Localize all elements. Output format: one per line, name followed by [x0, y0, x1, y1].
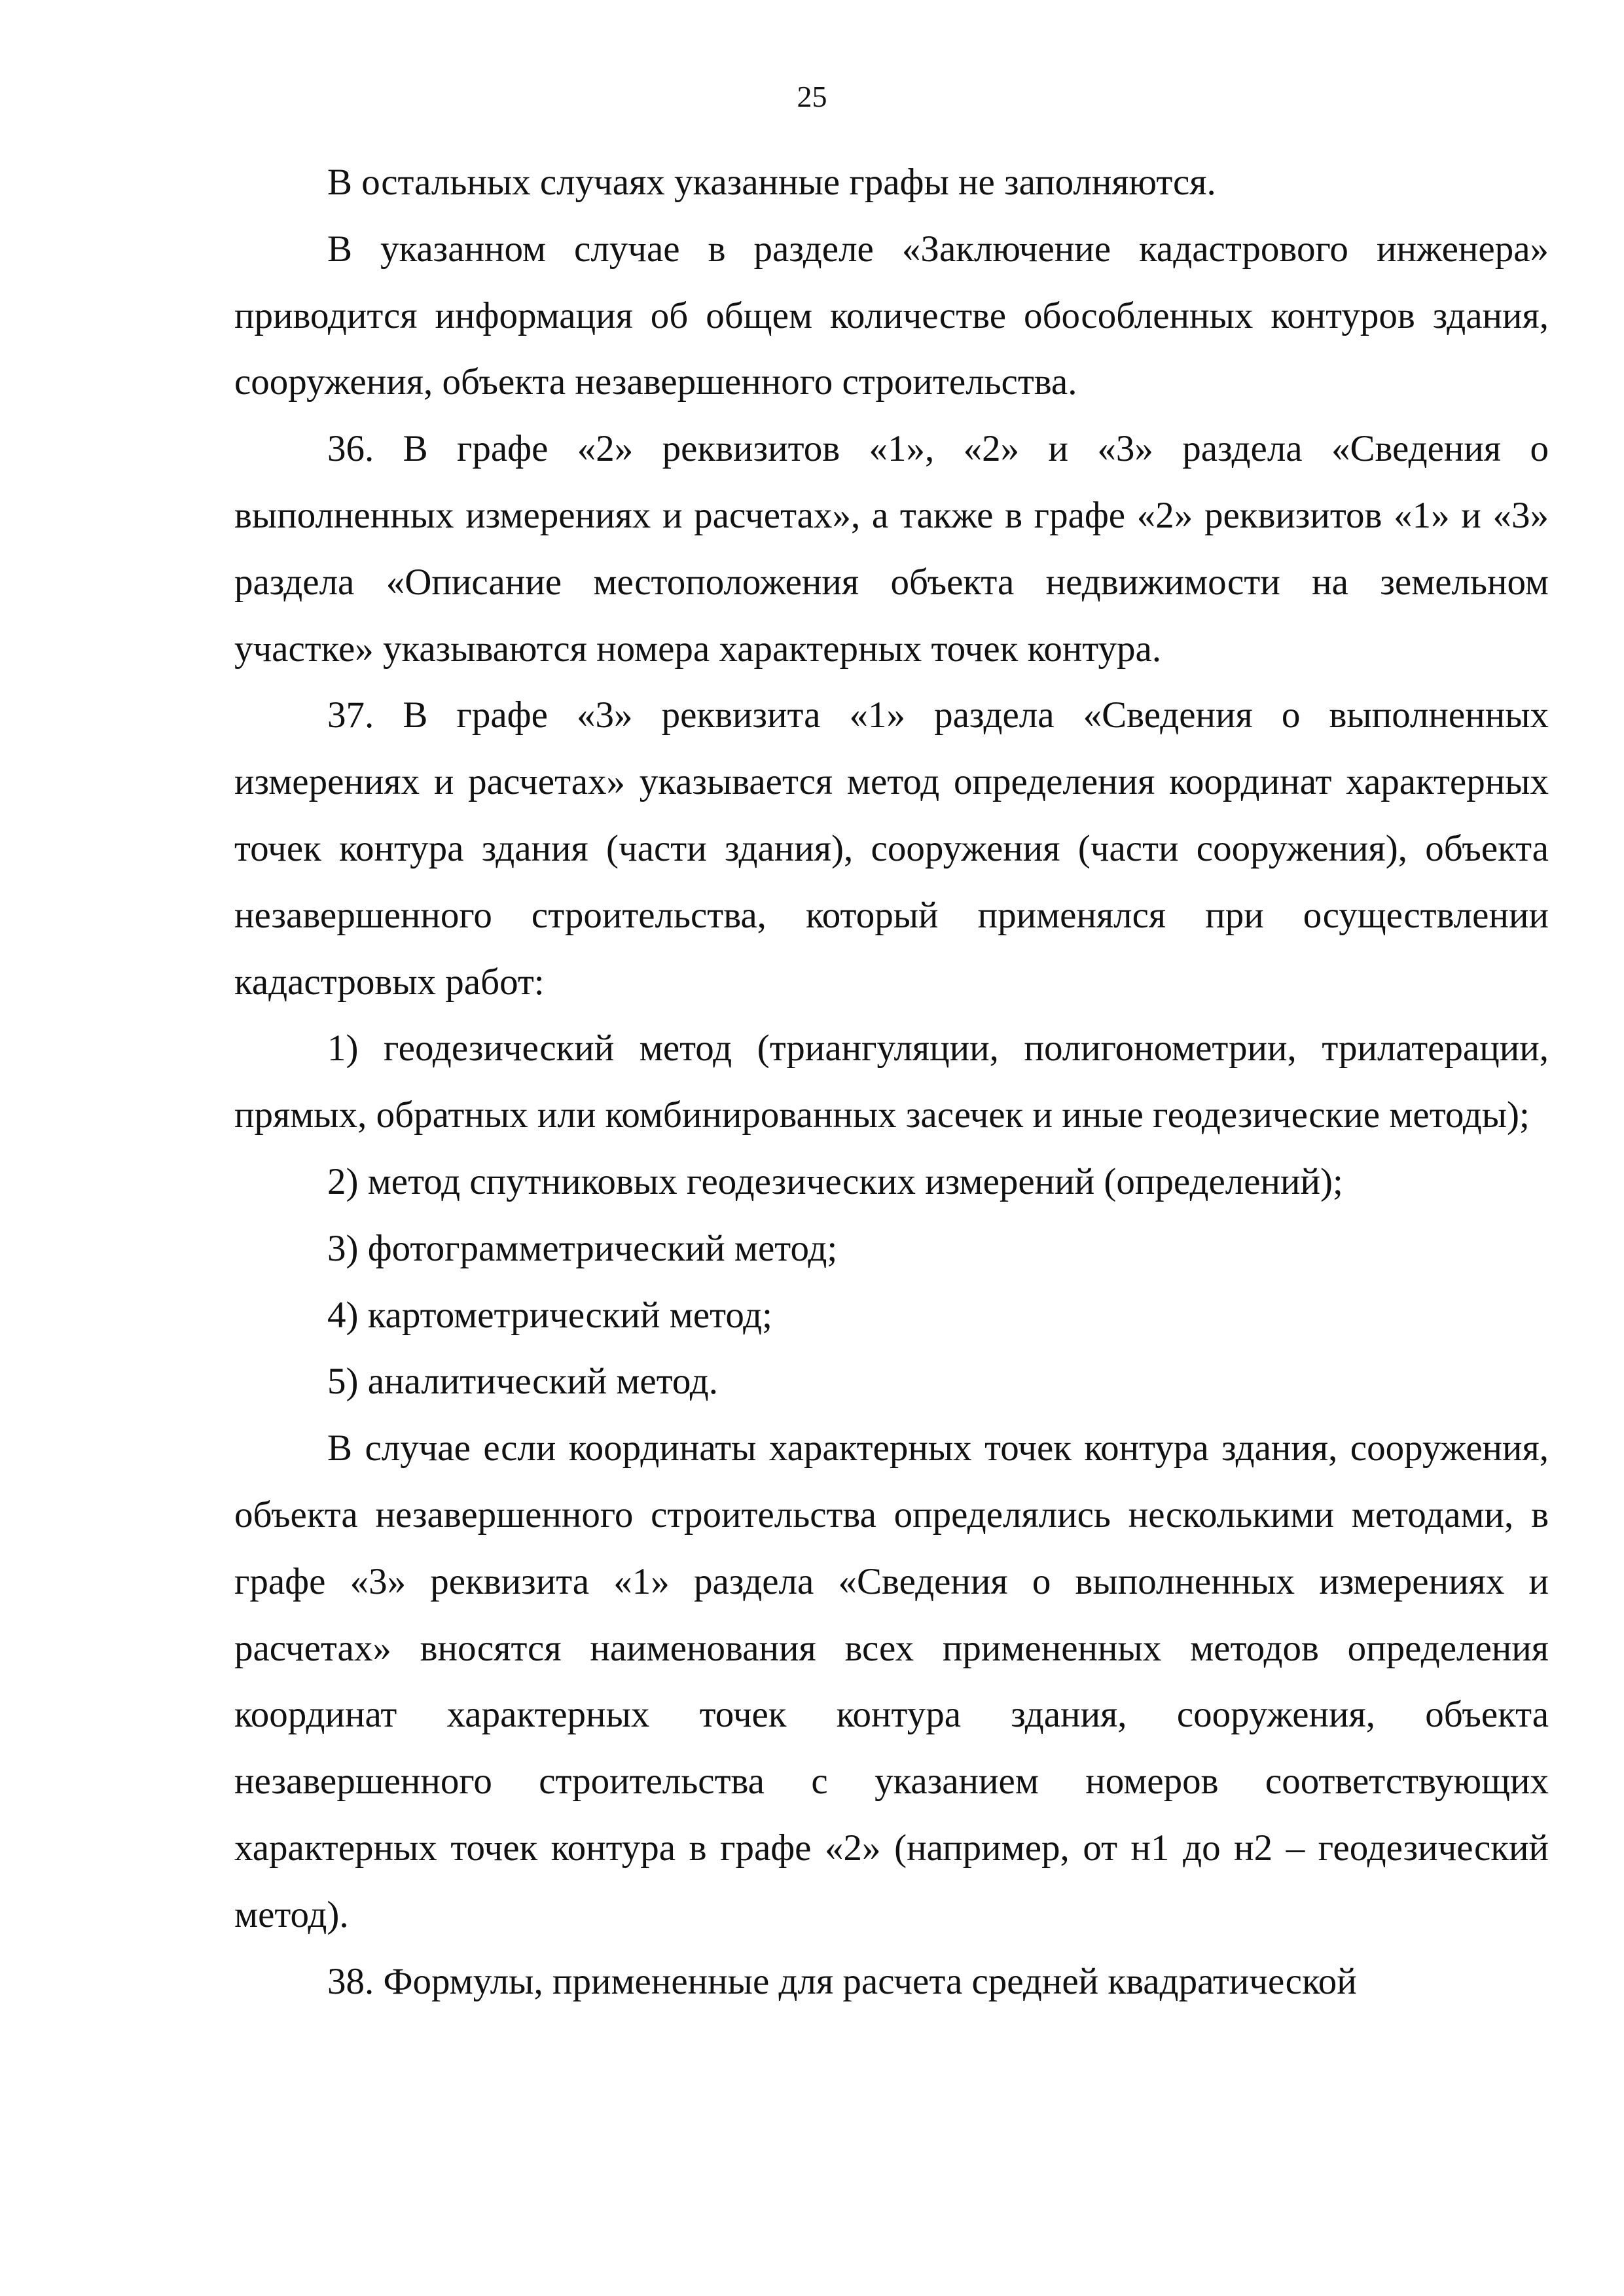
list-item-method-5: 5) аналитический метод. — [327, 1361, 718, 1403]
paragraph-engineer-conclusion: В указанном случае в разделе «Заключение кадастрового инженера» приводится информация об общем количестве обособленных контуров здания, сооружения, объекта незавершенного строительства. — [234, 228, 1549, 403]
paragraph-item-38: 38. Формулы, примененные для расчета средней квадратической — [327, 1960, 1357, 2002]
list-item-method-4: 4) картометрический метод; — [327, 1294, 773, 1336]
list-item-method-3: 3) фотограмметрический метод; — [327, 1227, 838, 1269]
document-body — [234, 149, 1549, 2015]
paragraph-multiple-methods: В случае если координаты характерных точек контура здания, сооружения, объекта незавершенного строительства определялись несколькими методами, в графе «3» реквизита «1» раздела «Сведения о выполненных измерениях и расчетах» вносятся наименования всех примененных методов определения координат характерных точек контура здания, сооружения, объекта незавершенного строительства с указанием номеров соответствующих характерных точек контура в графе «2» (например, от н1 до н2 – геодезический метод). — [234, 1427, 1549, 1935]
paragraph-item-36: 36. В графе «2» реквизитов «1», «2» и «3» раздела «Сведения о выполненных измерениях и расчетах», а также в графе «2» реквизитов «1» и «3» раздела «Описание местоположения объекта недвижимости на земельном участке» указываются номера характерных точек контура. — [234, 428, 1549, 670]
list-item-method-2: 2) метод спутниковых геодезических измерений (определений); — [327, 1160, 1343, 1202]
page-number: 25 — [797, 80, 827, 113]
paragraph-item-37: 37. В графе «3» реквизита «1» раздела «Сведения о выполненных измерениях и расчетах» указывается метод определения координат характерных точек контура здания (части здания), сооружения (части сооружения), объекта незавершенного строительства, который применялся при осуществлении кадастровых работ: — [234, 694, 1549, 1003]
paragraph-other-cases: В остальных случаях указанные графы не заполняются. — [327, 162, 1216, 203]
list-item-method-1: 1) геодезический метод (триангуляции, полигонометрии, трилатерации, прямых, обратных или комбинированных засечек и иные геодезические методы); — [234, 1028, 1549, 1136]
